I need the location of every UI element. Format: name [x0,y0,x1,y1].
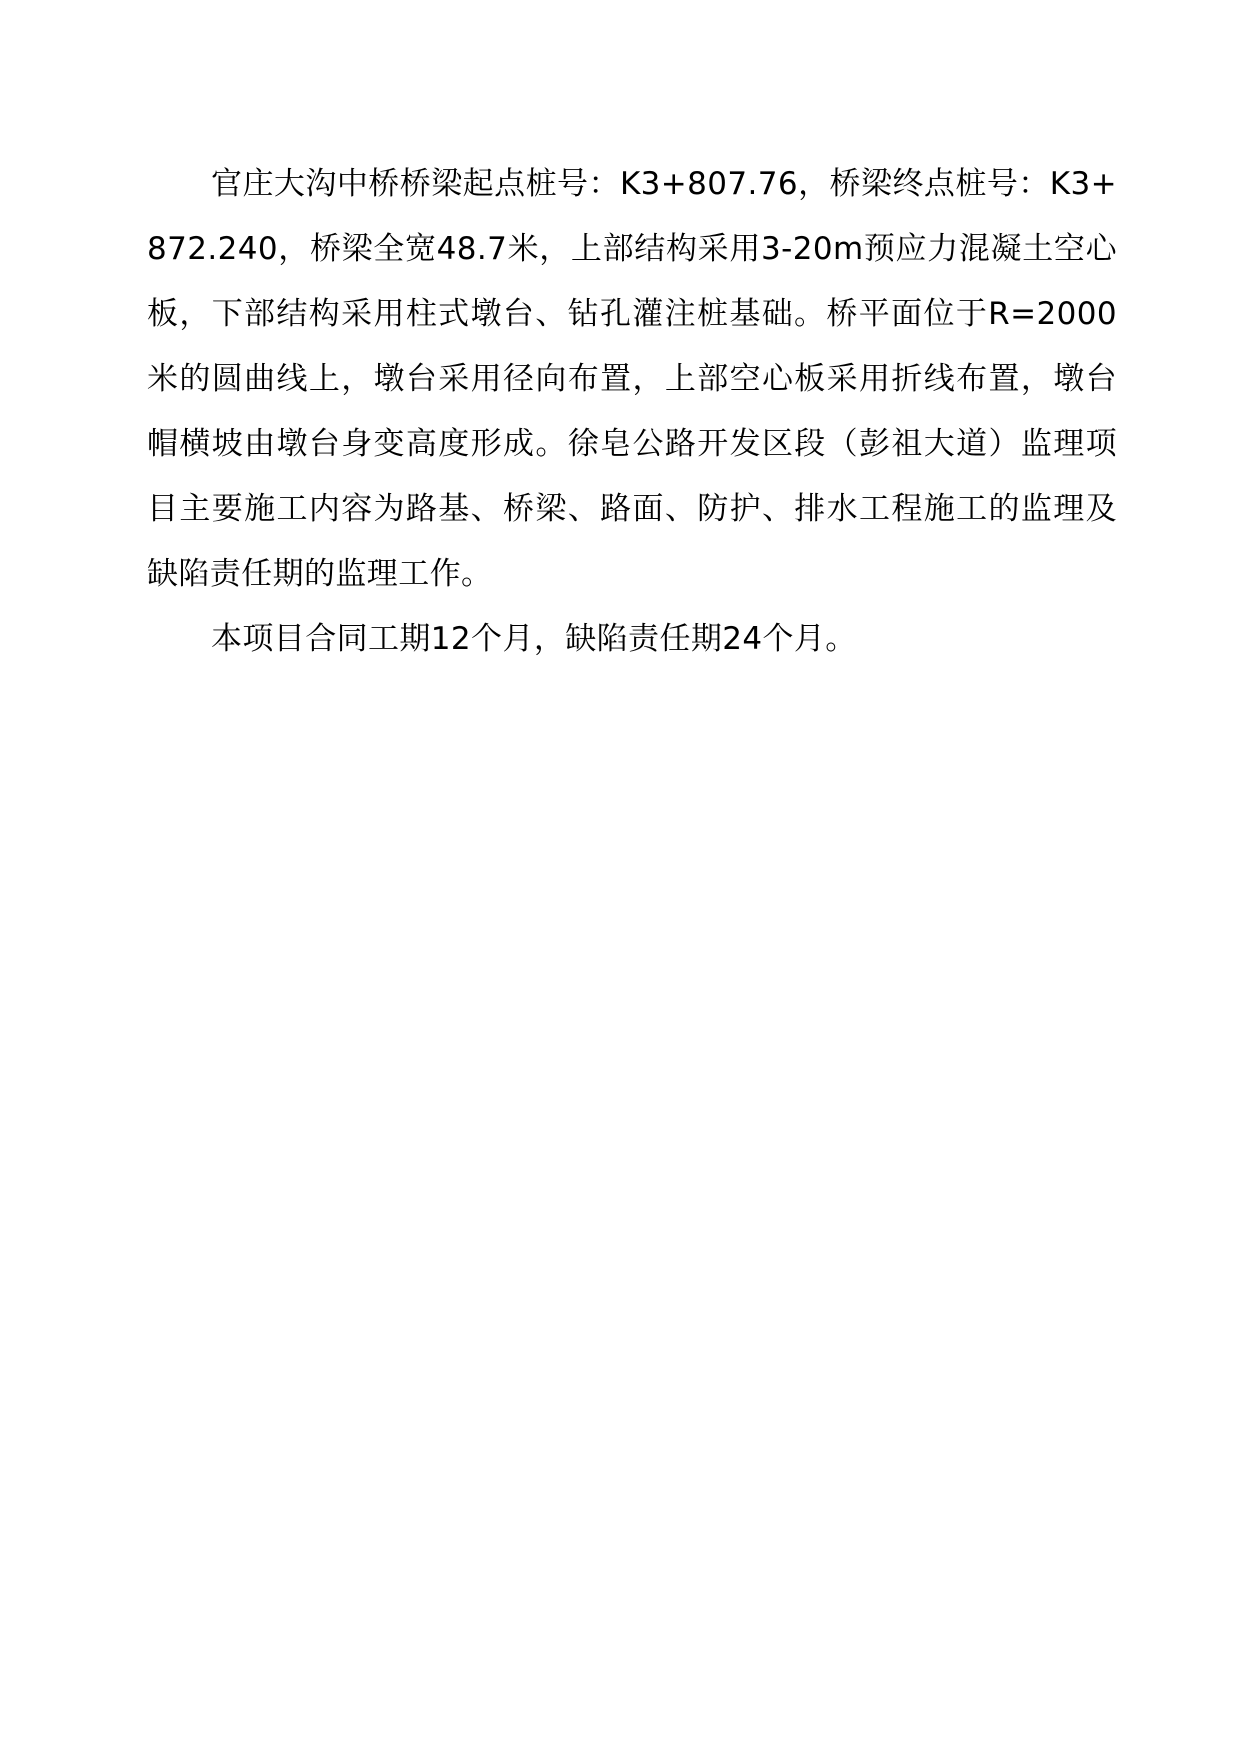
paragraph-project-description: 官庄大沟中桥桥梁起点桩号：K3+807.76，桥梁终点桩号：K3+872.240，桥梁全宽48.7米，上部结构采用3-20m预应力混凝土空心板，下部结构采用柱式墩台、钻孔灌注桩基础。桥平面位于R=2000米的圆曲线上，墩台采用径向布置，上部空心板采用折线布置，墩台帽横坡由墩台身变高度形成。徐皂公路开发区段（彭祖大道）监理项目主要施工内容为路基、桥梁、路面、防护、排水工程施工的监理及缺陷责任期的监理工作。 [147,166,1117,592]
paragraph-contract-period: 本项目合同工期12个月，缺陷责任期24个月。 [211,621,857,657]
document-body [147,152,1117,672]
